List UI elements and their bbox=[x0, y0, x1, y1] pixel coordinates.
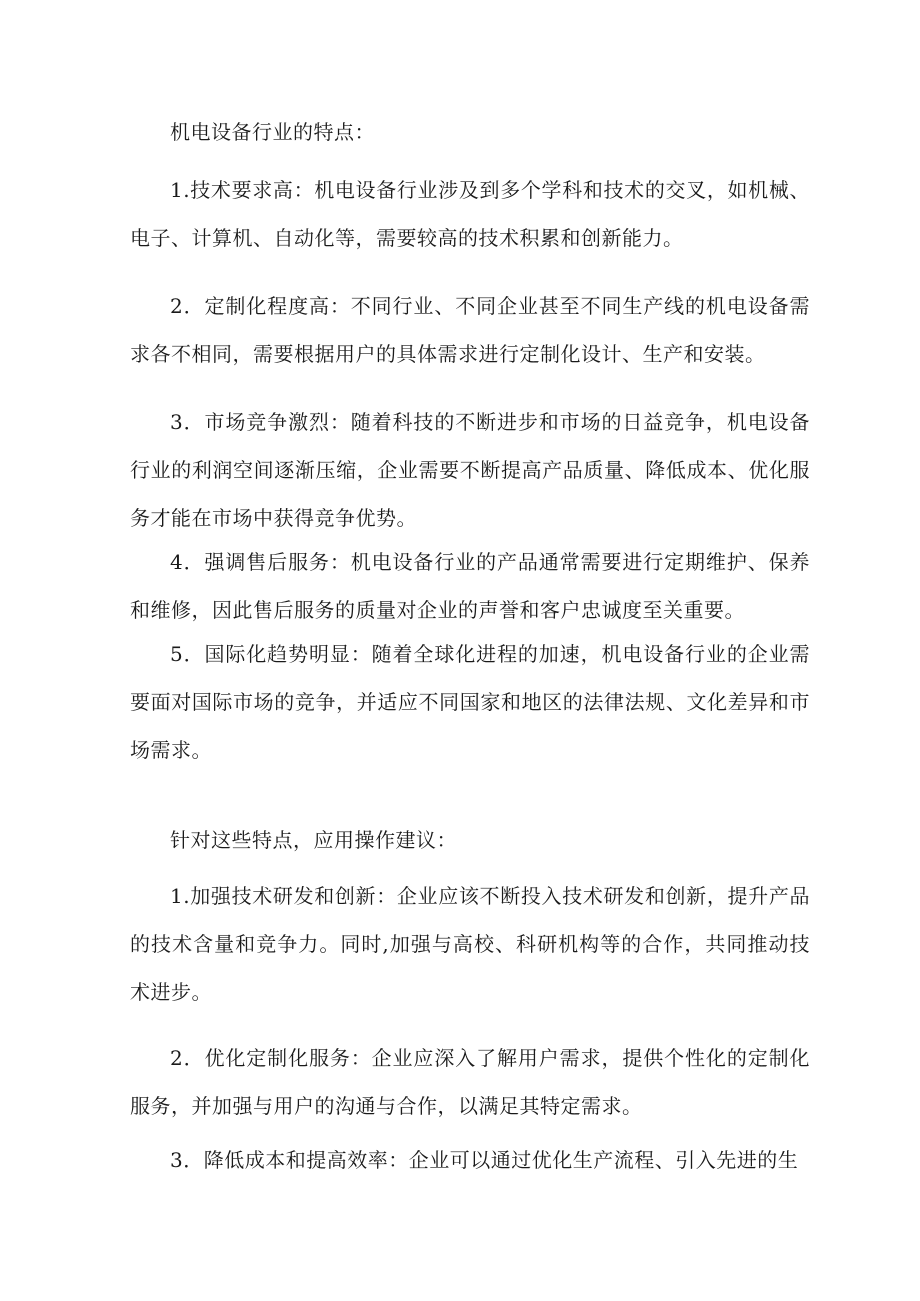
characteristic-item-5: 5．国际化趋势明显：随着全球化进程的加速，机电设备行业的企业需要面对国际市场的竞争，并适应不同国家和地区的法律法规、文化差异和市场需求。 bbox=[130, 642, 810, 762]
characteristic-item-1: 1.技术要求高：机电设备行业涉及到多个学科和技术的交叉，如机械、电子、计算机、自动化等，需要较高的技术积累和创新能力。 bbox=[130, 178, 810, 250]
recommendation-item-1: 1.加强技术研发和创新：企业应该不断投入技术研发和创新，提升产品的技术含量和竞争力。同时,加强与高校、科研机构等的合作，共同推动技术进步。 bbox=[130, 884, 810, 1004]
recommendation-item-2: 2．优化定制化服务：企业应深入了解用户需求，提供个性化的定制化服务，并加强与用户的沟通与合作，以满足其特定需求。 bbox=[130, 1046, 810, 1118]
characteristic-item-4: 4．强调售后服务：机电设备行业的产品通常需要进行定期维护、保养和维修，因此售后服务的质量对企业的声誉和客户忠诚度至关重要。 bbox=[130, 550, 810, 622]
section-heading-characteristics: 机电设备行业的特点： bbox=[170, 120, 375, 144]
characteristic-item-3: 3．市场竞争激烈：随着科技的不断进步和市场的日益竞争，机电设备行业的利润空间逐渐压缩，企业需要不断提高产品质量、降低成本、优化服务才能在市场中获得竞争优势。 bbox=[130, 410, 810, 530]
section-heading-recommendations: 针对这些特点，应用操作建议： bbox=[170, 828, 457, 852]
recommendation-item-3: 3．降低成本和提高效率：企业可以通过优化生产流程、引入先进的生 bbox=[170, 1148, 799, 1172]
characteristic-item-2: 2．定制化程度高：不同行业、不同企业甚至不同生产线的机电设备需求各不相同，需要根据用户的具体需求进行定制化设计、生产和安装。 bbox=[130, 294, 810, 366]
